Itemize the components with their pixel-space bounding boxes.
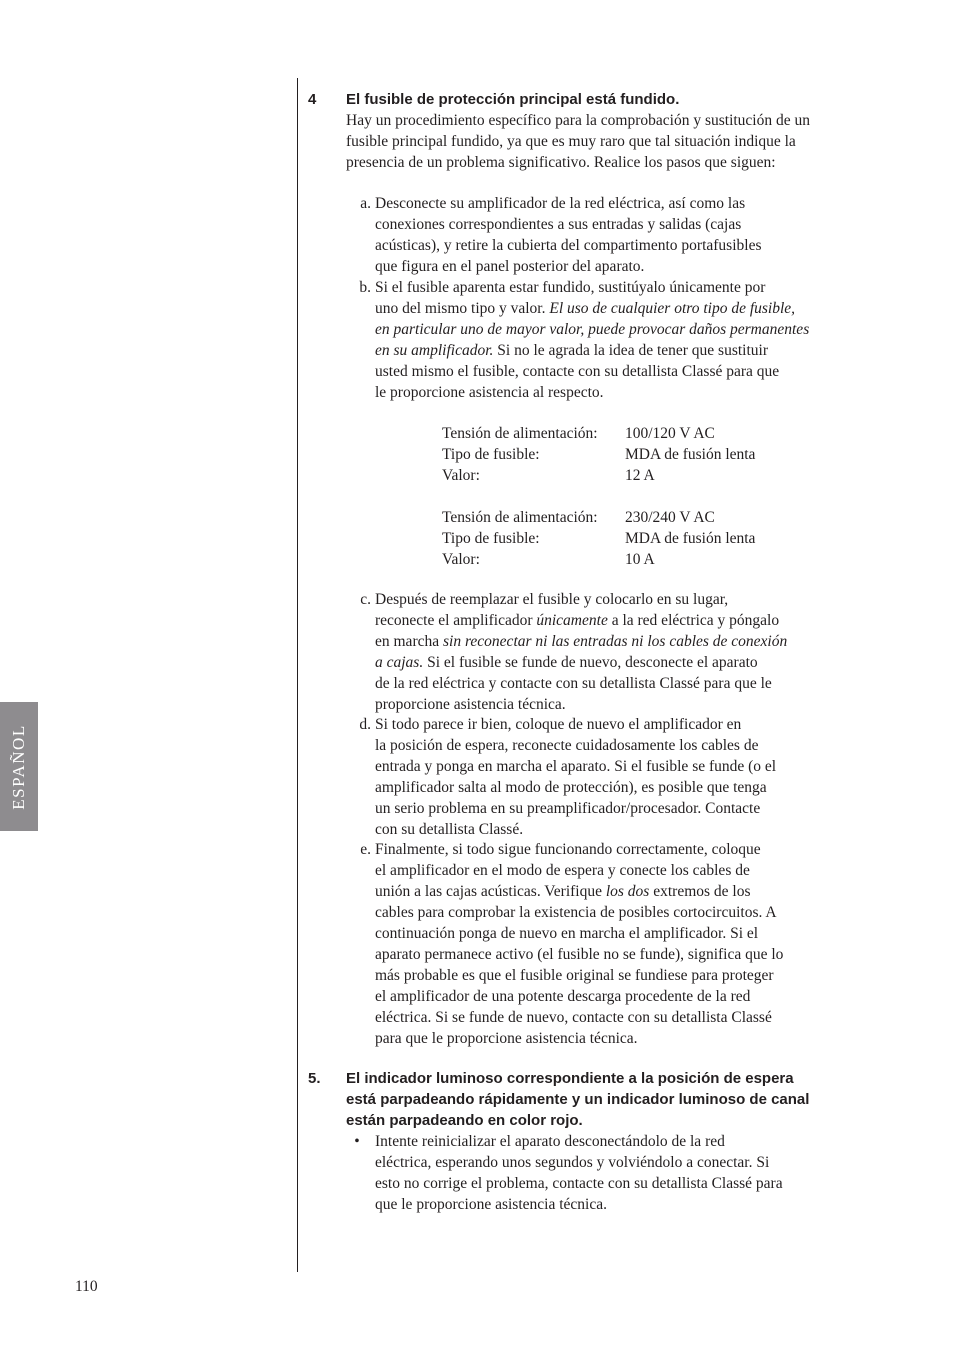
section-number: 4: [308, 91, 317, 108]
text-run: en marcha: [375, 633, 443, 650]
text-line: [375, 860, 783, 881]
list-marker: a.: [360, 195, 371, 212]
text-line: [375, 235, 762, 256]
text-run: Si el fusible aparenta estar fundido, sustitúyalo únicamente por: [375, 279, 766, 296]
text-line: [375, 298, 809, 319]
spec-value: MDA de fusión lenta: [625, 530, 756, 547]
list-marker: d.: [359, 716, 371, 733]
list-item: [375, 589, 787, 715]
list-item: [375, 1131, 783, 1215]
text-run: Después de reemplazar el fusible y colocarlo en su lugar,: [375, 591, 729, 608]
list-marker: e.: [360, 841, 371, 858]
section-title: [346, 1068, 809, 1131]
text-line: [375, 902, 783, 923]
text-run: amplificador salta al modo de protección), es posible que tenga: [375, 779, 767, 796]
text-run: aparato permanece activo (el fusible no se funde), significa que lo: [375, 946, 784, 963]
italic-run: en particular uno de mayor valor, puede provocar daños permanentes: [375, 321, 810, 338]
italic-run: únicamente: [536, 612, 608, 629]
text-run: Intente reinicializar el aparato desconectándolo de la red: [375, 1133, 725, 1150]
intro-line: presencia de un problema significativo. Realice los pasos que siguen:: [346, 154, 776, 171]
text-run: con su detallista Classé.: [375, 821, 524, 838]
spec-label: Tensión de alimentación:: [442, 509, 598, 526]
text-run: eléctrica, esperando unos segundos y volviéndolo a conectar. Si: [375, 1154, 770, 1171]
spec-label: Valor:: [442, 551, 480, 568]
text-line: [375, 819, 776, 840]
text-run: le proporcione asistencia al respecto.: [375, 384, 604, 401]
text-line: [375, 1028, 783, 1049]
section-number: 5.: [308, 1070, 321, 1087]
list-item: [375, 277, 809, 403]
text-run: para que le proporcione asistencia técnica.: [375, 1030, 638, 1047]
text-line: [375, 923, 783, 944]
text-line: [375, 1194, 783, 1215]
text-line: [375, 694, 787, 715]
section-title-line: está parpadeando rápidamente y un indicador luminoso de canal: [346, 1091, 810, 1108]
text-run: Si todo parece ir bien, coloque de nuevo el amplificador en: [375, 716, 742, 733]
text-run: uno del mismo tipo y valor.: [375, 300, 550, 317]
section-title: [346, 89, 679, 110]
text-line: [375, 944, 783, 965]
text-run: reconecte el amplificador: [375, 612, 537, 629]
intro-line: Hay un procedimiento específico para la comprobación y sustitución de un: [346, 112, 810, 129]
text-run: el amplificador en el modo de espera y conecte los cables de: [375, 862, 750, 879]
bullet-icon: •: [354, 1133, 360, 1150]
text-line: [375, 881, 783, 902]
text-line: [375, 673, 787, 694]
text-run: eléctrica. Si se funde de nuevo, contacte con su detallista Classé: [375, 1009, 772, 1026]
text-run: un serio problema en su preamplificador/procesador. Contacte: [375, 800, 761, 817]
text-line: [375, 631, 787, 652]
text-run: a la red eléctrica y póngalo: [607, 612, 780, 629]
text-line: [375, 319, 809, 340]
text-line: [375, 735, 776, 756]
text-run: usted mismo el fusible, contacte con su detallista Classé para que: [375, 363, 780, 380]
text-run: la posición de espera, reconecte cuidadosamente los cables de: [375, 737, 759, 754]
section-intro: [346, 110, 810, 173]
italic-run: El uso de cualquier otro tipo de fusible,: [549, 300, 796, 317]
italic-run: en su amplificador.: [375, 342, 494, 359]
text-line: [375, 756, 776, 777]
spec-label: Tipo de fusible:: [442, 446, 540, 463]
page-number: 110: [75, 1278, 98, 1295]
spec-value: 230/240 V AC: [625, 509, 715, 526]
text-line: [375, 1131, 783, 1152]
text-run: Si no le agrada la idea de tener que sustituir: [493, 342, 769, 359]
spec-label: Tipo de fusible:: [442, 530, 540, 547]
text-line: [375, 1173, 783, 1194]
text-run: Si el fusible se funde de nuevo, desconecte el aparato: [423, 654, 758, 671]
section-title-line: El indicador luminoso correspondiente a la posición de espera: [346, 1070, 794, 1087]
text-line: [375, 777, 776, 798]
text-line: [375, 589, 787, 610]
text-line: [375, 214, 762, 235]
intro-line: fusible principal fundido, ya que es muy raro que tal situación indique la: [346, 133, 796, 150]
text-run: Finalmente, si todo sigue funcionando correctamente, coloque: [375, 841, 761, 858]
spec-label: Tensión de alimentación:: [442, 425, 598, 442]
text-line: [375, 798, 776, 819]
text-run: que le proporcione asistencia técnica.: [375, 1196, 607, 1213]
italic-run: los dos: [605, 883, 650, 900]
text-line: [375, 839, 783, 860]
italic-run: a cajas.: [375, 654, 424, 671]
text-line: [375, 714, 776, 735]
spec-label: Valor:: [442, 467, 480, 484]
text-run: de la red eléctrica y contacte con su detallista Classé para que le: [375, 675, 772, 692]
list-marker: c.: [360, 591, 371, 608]
text-line: [375, 965, 783, 986]
text-line: [375, 986, 783, 1007]
spec-value: 12 A: [625, 467, 655, 484]
list-item: [375, 193, 762, 277]
section-title-line: están parpadeando en color rojo.: [346, 1112, 583, 1129]
text-line: [375, 340, 809, 361]
language-tab: [0, 702, 38, 831]
text-line: [375, 1007, 783, 1028]
text-line: [375, 610, 787, 631]
list-marker: b.: [359, 279, 371, 296]
text-run: Desconecte su amplificador de la red eléctrica, así como las: [375, 195, 746, 212]
text-run: unión a las cajas acústicas. Verifique: [375, 883, 606, 900]
text-line: [375, 1152, 783, 1173]
text-line: [375, 193, 762, 214]
italic-run: sin reconectar ni las entradas ni los cables de conexión: [443, 633, 788, 650]
text-run: proporcione asistencia técnica.: [375, 696, 566, 713]
text-line: [375, 652, 787, 673]
text-run: acústicas), y retire la cubierta del compartimento portafusibles: [375, 237, 762, 254]
text-run: continuación ponga de nuevo en marcha el amplificador. Si el: [375, 925, 759, 942]
text-run: esto no corrige el problema, contacte con su detallista Classé para: [375, 1175, 783, 1192]
text-run: extremos de los: [649, 883, 751, 900]
list-item: [375, 714, 776, 840]
text-run: conexiones correspondientes a sus entradas y salidas (cajas: [375, 216, 742, 233]
spec-value: 100/120 V AC: [625, 425, 715, 442]
text-line: [375, 361, 809, 382]
text-run: más probable es que el fusible original se fundiese para proteger: [375, 967, 774, 984]
text-run: entrada y ponga en marcha el aparato. Si el fusible se funde (o el: [375, 758, 777, 775]
text-line: [375, 277, 809, 298]
list-item: [375, 839, 783, 1049]
spec-value: MDA de fusión lenta: [625, 446, 756, 463]
text-line: [375, 382, 809, 403]
text-line: [375, 256, 762, 277]
language-tab-label: ESPAÑOL: [9, 724, 28, 810]
text-run: el amplificador de una potente descarga procedente de la red: [375, 988, 751, 1005]
text-run: cables para comprobar la existencia de posibles cortocircuitos. A: [375, 904, 777, 921]
column-rule: [297, 78, 298, 1272]
text-run: que figura en el panel posterior del aparato.: [375, 258, 645, 275]
spec-value: 10 A: [625, 551, 655, 568]
section-title-line: El fusible de protección principal está fundido.: [346, 91, 680, 108]
